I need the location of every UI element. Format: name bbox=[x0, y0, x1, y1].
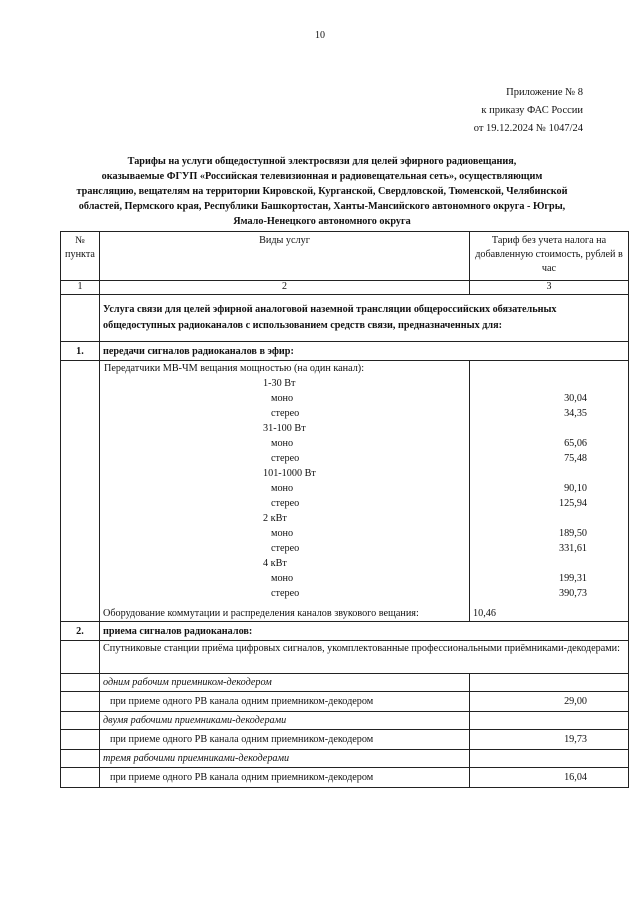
mode-stereo: стерео bbox=[271, 498, 300, 509]
mode-stereo: стерео bbox=[271, 588, 300, 599]
reception-label: при приеме одного РВ канала одним приемником-декодером bbox=[100, 768, 470, 788]
mode-stereo: стерео bbox=[271, 453, 300, 464]
mode-mono: моно bbox=[271, 393, 294, 404]
header-item-number: № пункта bbox=[61, 232, 100, 281]
mode-stereo: стерео bbox=[271, 408, 300, 419]
mode-mono: моно bbox=[271, 573, 294, 584]
section-2-title: приема сигналов радиоканалов: bbox=[100, 622, 629, 641]
column-number-row bbox=[61, 281, 629, 295]
tariff-value: 189,50 bbox=[558, 528, 587, 539]
power-range: 31-100 Вт bbox=[263, 423, 306, 434]
appendix-line-1: Приложение № 8 bbox=[506, 87, 583, 98]
tariff-value: 29,00 bbox=[470, 692, 629, 712]
power-range: 101-1000 Вт bbox=[263, 468, 316, 479]
tariff-value: 75,48 bbox=[564, 453, 587, 464]
mode-mono: моно bbox=[271, 483, 294, 494]
column-number-2: 2 bbox=[100, 281, 470, 295]
section-1-number: 1. bbox=[61, 342, 100, 361]
title-line-4: областей, Пермского края, Республики Башкортостан, Ханты-Мансийского автономного округа - Югры, bbox=[78, 201, 566, 212]
section-1-title: передачи сигналов радиоканалов в эфир: bbox=[100, 342, 629, 361]
document-title bbox=[32, 154, 612, 229]
column-number-3: 3 bbox=[470, 281, 629, 295]
equipment-label: Оборудование коммутации и распределения каналов звукового вещания: bbox=[103, 608, 419, 619]
table-row bbox=[61, 768, 629, 788]
tariff-value: 390,73 bbox=[558, 588, 587, 599]
equipment-value: 10,46 bbox=[473, 608, 496, 619]
table-row bbox=[61, 692, 629, 712]
section-2-number: 2. bbox=[61, 622, 100, 641]
satellite-row bbox=[61, 641, 629, 674]
satellite-stations-text: Спутниковые станции приёма цифровых сигналов, укомплектованные профессиональными приёмниками-декодерами: bbox=[100, 641, 629, 674]
power-range: 1-30 Вт bbox=[263, 378, 296, 389]
transmitter-list bbox=[103, 361, 466, 601]
mode-mono: моно bbox=[271, 528, 294, 539]
transmitters-heading: Передатчики МВ-ЧМ вещания мощностью (на один канал): bbox=[104, 363, 365, 374]
receiver-variant: одним рабочим приемником-декодером bbox=[100, 674, 470, 692]
tariff-table bbox=[60, 231, 629, 788]
tariff-value: 331,61 bbox=[558, 543, 587, 554]
tariff-value: 19,73 bbox=[470, 730, 629, 750]
variant-row bbox=[61, 674, 629, 692]
section-2-row bbox=[61, 622, 629, 641]
tariff-values-list bbox=[473, 361, 625, 601]
service-heading: Услуга связи для целей эфирной аналоговой наземной трансляции общероссийских обязательных общедоступных радиоканалов с использованием средств связи, предназначенных для: bbox=[103, 304, 557, 331]
section-1-body bbox=[61, 361, 629, 622]
title-line-2: оказываемые ФГУП «Российская телевизионная и радиовещательная сеть», осуществляющим bbox=[101, 171, 543, 182]
receiver-variant: тремя рабочими приемниками-декодерами bbox=[100, 750, 470, 768]
page-number: 10 bbox=[315, 30, 325, 41]
power-range: 4 кВт bbox=[263, 558, 287, 569]
variant-row bbox=[61, 712, 629, 730]
table-row bbox=[61, 730, 629, 750]
receiver-variant: двумя рабочими приемниками-декодерами bbox=[100, 712, 470, 730]
power-range: 2 кВт bbox=[263, 513, 287, 524]
tariff-value: 34,35 bbox=[564, 408, 587, 419]
title-line-1: Тарифы на услуги общедоступной электросвязи для целей эфирного радиовещания, bbox=[127, 156, 517, 167]
header-service-types: Виды услуг bbox=[100, 232, 470, 281]
tariff-value: 90,10 bbox=[564, 483, 587, 494]
tariff-value: 16,04 bbox=[470, 768, 629, 788]
header-tariff: Тариф без учета налога на добавленную стоимость, рублей в час bbox=[470, 232, 629, 281]
title-line-5: Ямало-Ненецкого автономного округа bbox=[233, 216, 411, 227]
column-number-1: 1 bbox=[61, 281, 100, 295]
mode-stereo: стерео bbox=[271, 543, 300, 554]
tariff-value: 65,06 bbox=[564, 438, 587, 449]
tariff-value: 30,04 bbox=[564, 393, 587, 404]
service-heading-row bbox=[61, 295, 629, 342]
section-1-row bbox=[61, 342, 629, 361]
reception-label: при приеме одного РВ канала одним приемником-декодером bbox=[100, 730, 470, 750]
mode-mono: моно bbox=[271, 438, 294, 449]
table-header-row bbox=[61, 232, 629, 281]
appendix-line-3: от 19.12.2024 № 1047/24 bbox=[473, 123, 583, 134]
appendix-line-2: к приказу ФАС России bbox=[481, 105, 583, 116]
title-line-3: трансляцию, вещателям на территории Кировской, Курганской, Свердловской, Тюменской, Челябинской bbox=[76, 186, 568, 197]
tariff-value: 199,31 bbox=[558, 573, 587, 584]
reception-label: при приеме одного РВ канала одним приемником-декодером bbox=[100, 692, 470, 712]
tariff-value: 125,94 bbox=[558, 498, 587, 509]
appendix-reference bbox=[474, 84, 583, 138]
variant-row bbox=[61, 750, 629, 768]
